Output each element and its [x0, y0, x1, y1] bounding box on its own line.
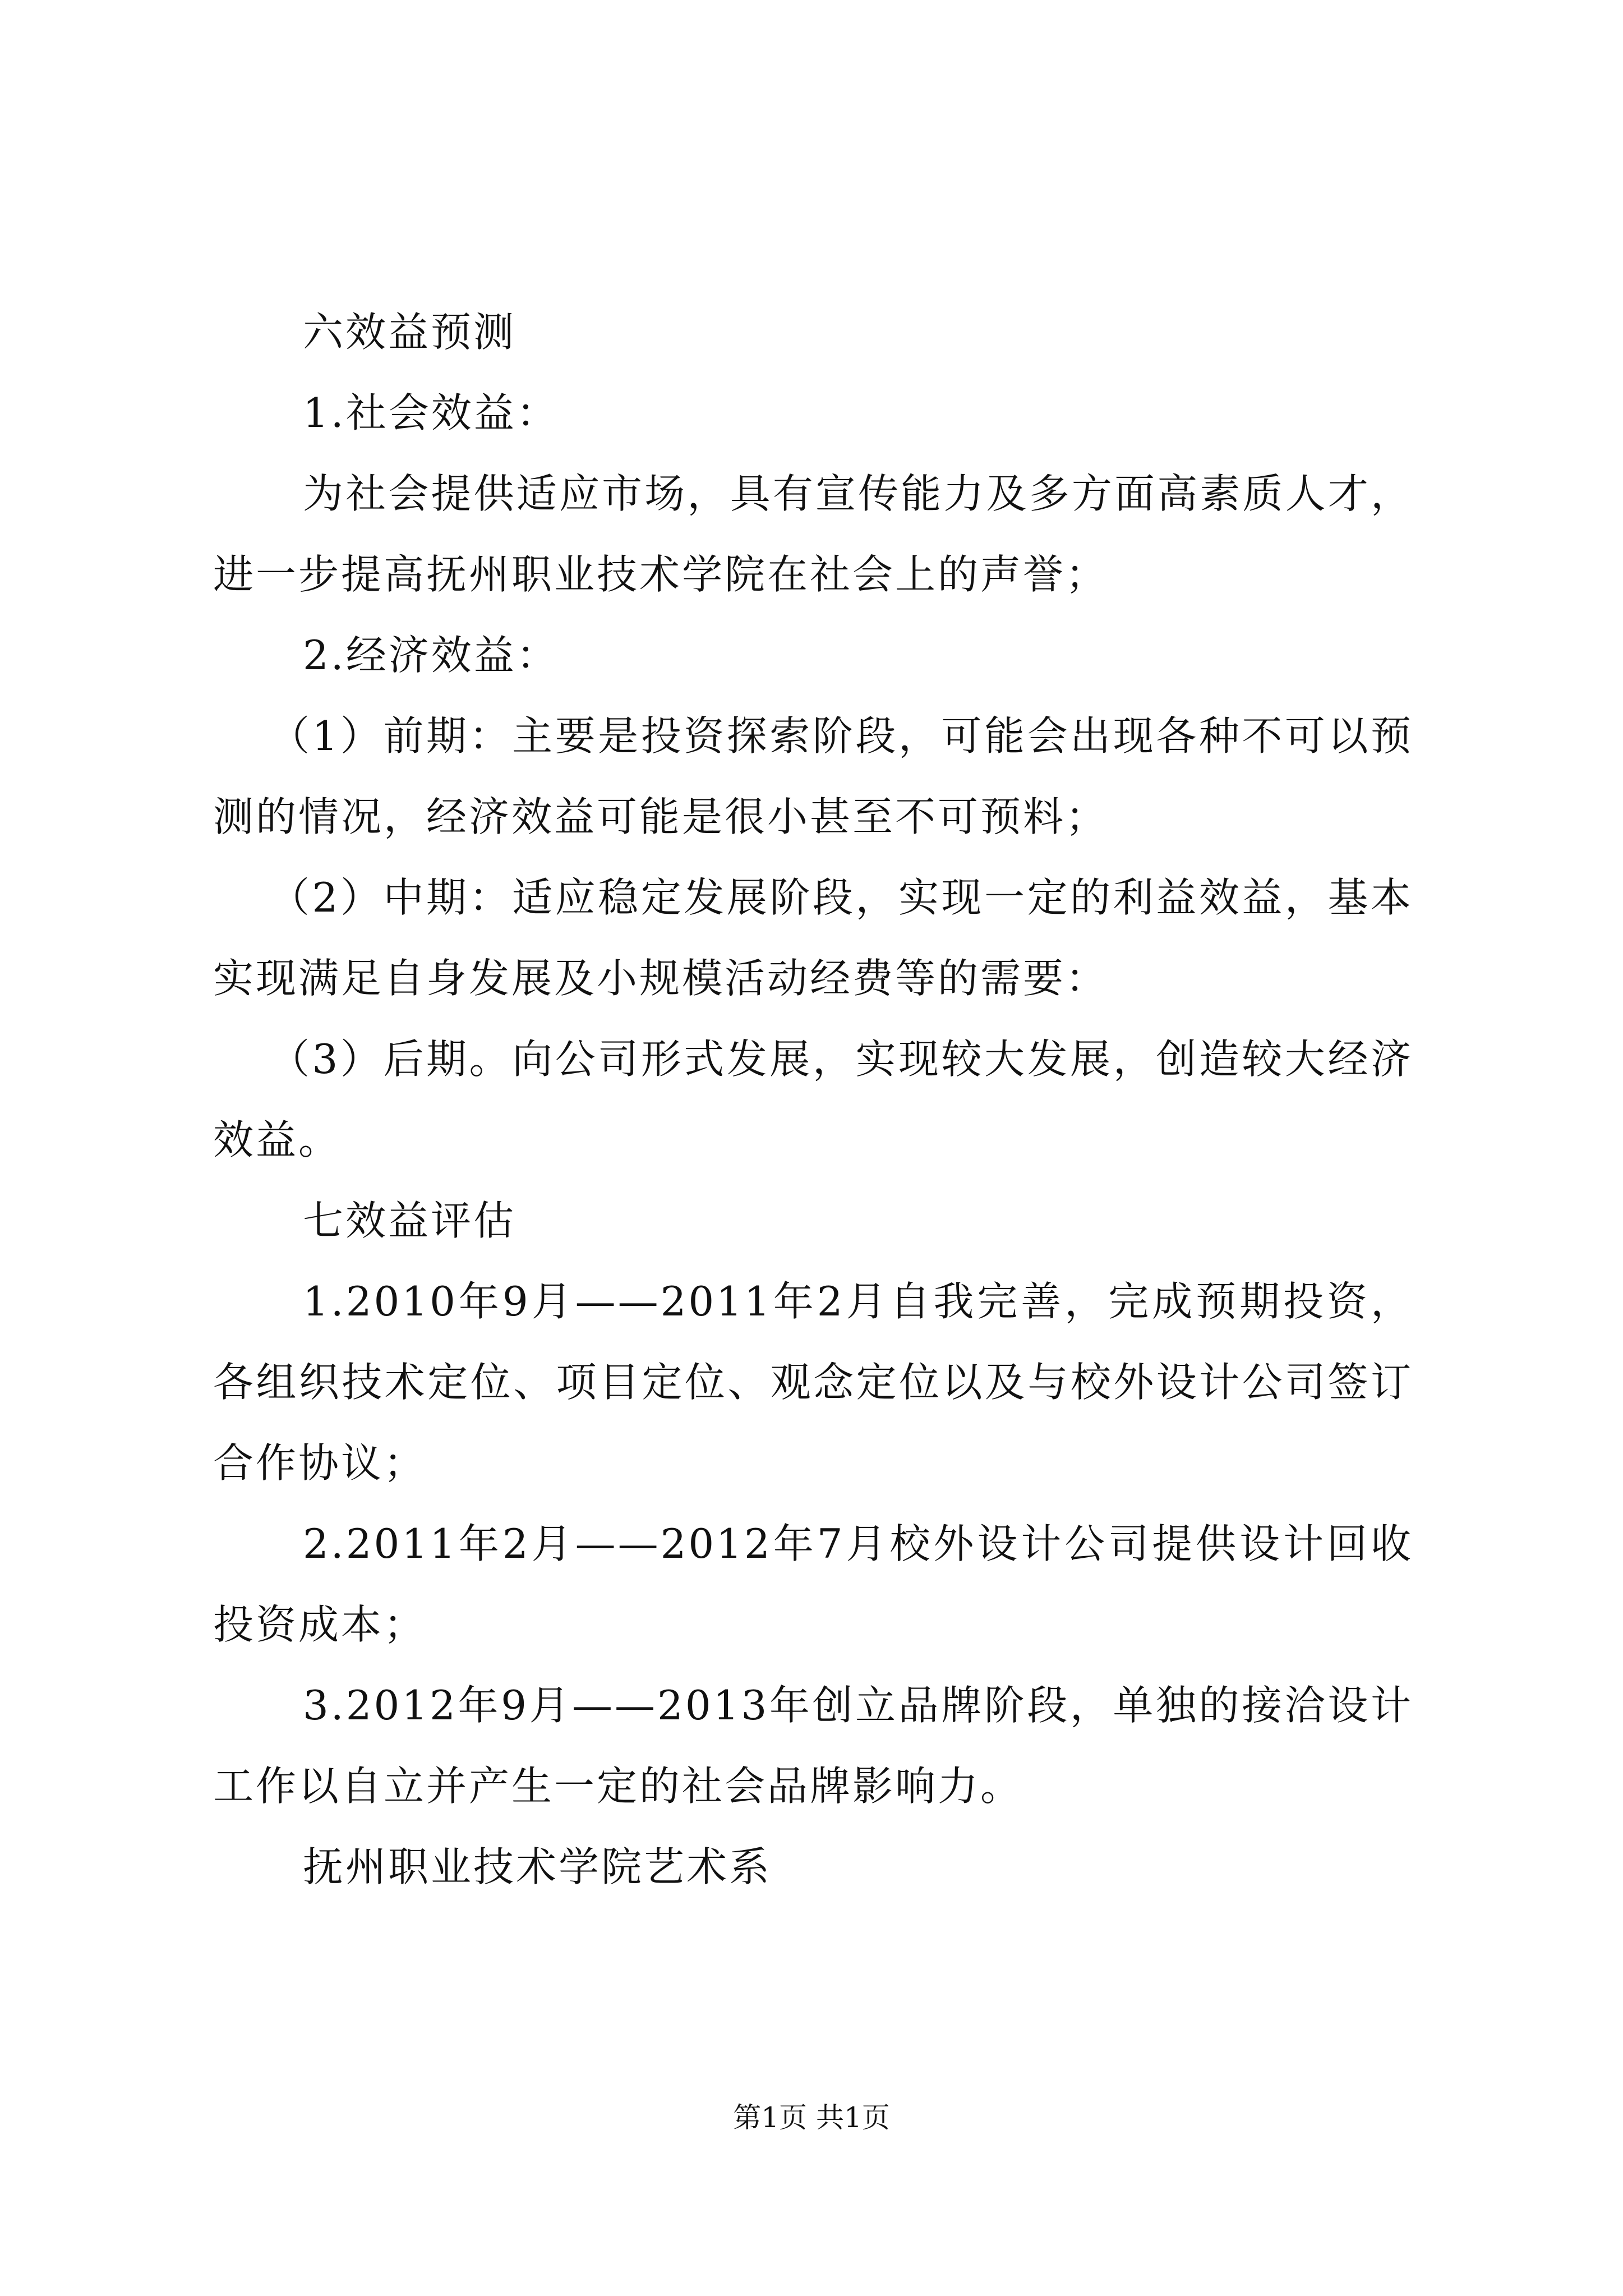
subheading-economic-benefit: 2.经济效益：	[303, 632, 559, 679]
paragraph-early-stage: （1）前期：主要是投资探索阶段，可能会出现各种不可以预测的情况，经济效益可能是很小甚至不可预料；	[213, 712, 1413, 840]
section-heading-benefit-evaluation: 七效益评估	[303, 1197, 517, 1244]
paragraph-middle-stage: （2）中期：适应稳定发展阶段，实现一定的利益效益，基本实现满足自身发展及小规模活动经费等的需要：	[213, 874, 1413, 1002]
subheading-social-benefit: 1.社会效益：	[303, 389, 559, 436]
paragraph-evaluation-phase-2: 2.2011年2月——2012年7月校外设计公司提供设计回收投资成本；	[213, 1520, 1413, 1648]
section-heading-benefit-forecast: 六效益预测	[303, 309, 517, 356]
paragraph-social-benefit: 为社会提供适应市场，具有宣传能力及多方面高素质人才，进一步提高抚州职业技术学院在社会上的声誉；	[213, 470, 1413, 598]
paragraph-evaluation-phase-3: 3.2012年9月——2013年创立品牌阶段，单独的接洽设计工作以自立并产生一定的社会品牌影响力。	[213, 1682, 1413, 1810]
document-body	[213, 292, 1413, 1907]
paragraph-evaluation-phase-1: 1.2010年9月——2011年2月自我完善，完成预期投资，各组织技术定位、项目定位、观念定位以及与校外设计公司签订合作协议；	[213, 1278, 1413, 1487]
paragraph-late-stage: （3）后期。向公司形式发展，实现较大发展，创造较大经济效益。	[213, 1036, 1413, 1163]
signature-department: 抚州职业技术学院艺术系	[303, 1843, 772, 1890]
page-footer: 第1页 共1页	[733, 2101, 890, 2134]
